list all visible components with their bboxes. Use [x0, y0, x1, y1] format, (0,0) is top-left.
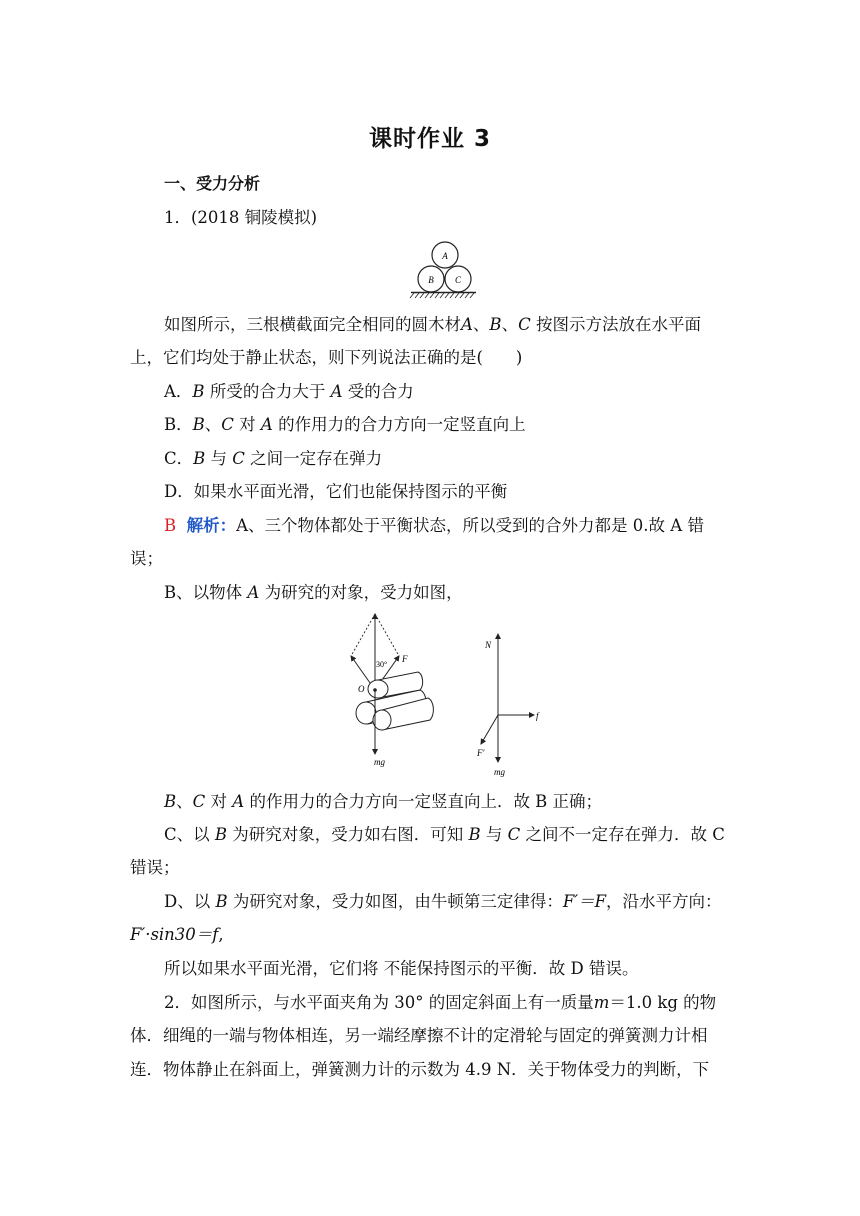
- option-a: A．B 所受的合力大于 A 受的合力: [164, 382, 414, 401]
- analysis-a: B 解析：A、三个物体都处于平衡状态，所以受到的合外力都是 0.故 A 错: [164, 516, 704, 535]
- analysis-label: 解析：: [186, 516, 237, 535]
- result-b: B、C 对 A 的作用力的合力方向一定竖直向上．故 B 正确；: [164, 792, 603, 811]
- result-d: D、以 B 为研究对象，受力如图，由牛顿第三定律得：F′＝F，沿水平方向：: [164, 892, 722, 911]
- label-c: C: [454, 275, 462, 285]
- normal-force-label: N: [485, 640, 492, 650]
- option-c: C．B 与 C 之间一定存在弹力: [164, 449, 383, 468]
- label-b: B: [428, 275, 434, 285]
- result-c: C、以 B 为研究对象，受力如右图．可知 B 与 C 之间不一定存在弹力．故 C: [164, 825, 725, 844]
- force-f-label: F: [402, 654, 408, 664]
- question-1-stem-line2: 上，它们均处于静止状态，则下列说法正确的是( ): [130, 348, 523, 367]
- section-heading: 一、受力分析: [164, 174, 261, 193]
- force-diagram-logs: [338, 612, 448, 772]
- answer-label: B: [164, 516, 177, 535]
- question-2-line2: 体．细绳的一端与物体相连，另一端经摩擦不计的定滑轮与固定的弹簧测力计相: [130, 1026, 708, 1045]
- option-b: B．B、C 对 A 的作用力的合力方向一定竖直向上: [164, 415, 526, 434]
- question-1-number: 1．(2018 铜陵模拟): [164, 208, 318, 227]
- friction-label: f: [536, 711, 539, 721]
- point-o-label: O: [358, 684, 365, 694]
- question-1-stem: 如图所示，三根横截面完全相同的圆木材A、B、C 按图示方法放在水平面: [164, 315, 701, 334]
- mg-label: mg: [374, 757, 385, 767]
- force-diagram-axes: [478, 630, 558, 780]
- result-d-line2: F′·sin30＝f,: [130, 925, 224, 944]
- logs-figure: [408, 238, 478, 302]
- option-d: D．如果水平面光滑，它们也能保持图示的平衡: [164, 482, 508, 501]
- question-2-line3: 连．物体静止在斜面上，弹簧测力计的示数为 4.9 N．关于物体受力的判断，下: [130, 1060, 710, 1079]
- result-d-line3: 所以如果水平面光滑，它们将 不能保持图示的平衡．故 D 错误。: [164, 959, 639, 978]
- analysis-a-line2: 误；: [130, 549, 163, 568]
- label-a: A: [442, 251, 448, 261]
- result-c-line2: 错误；: [130, 858, 180, 877]
- angle-label: 30°: [376, 660, 388, 669]
- mg-label-2: mg: [494, 767, 505, 777]
- f-prime-label: F′: [477, 748, 485, 758]
- page-title: 课时作业 3: [368, 126, 491, 152]
- analysis-b: B、以物体 A 为研究的对象，受力如图，: [164, 583, 463, 602]
- question-2-line1: 2．如图所示，与水平面夹角为 30° 的固定斜面上有一质量m＝1.0 kg 的物: [164, 993, 717, 1012]
